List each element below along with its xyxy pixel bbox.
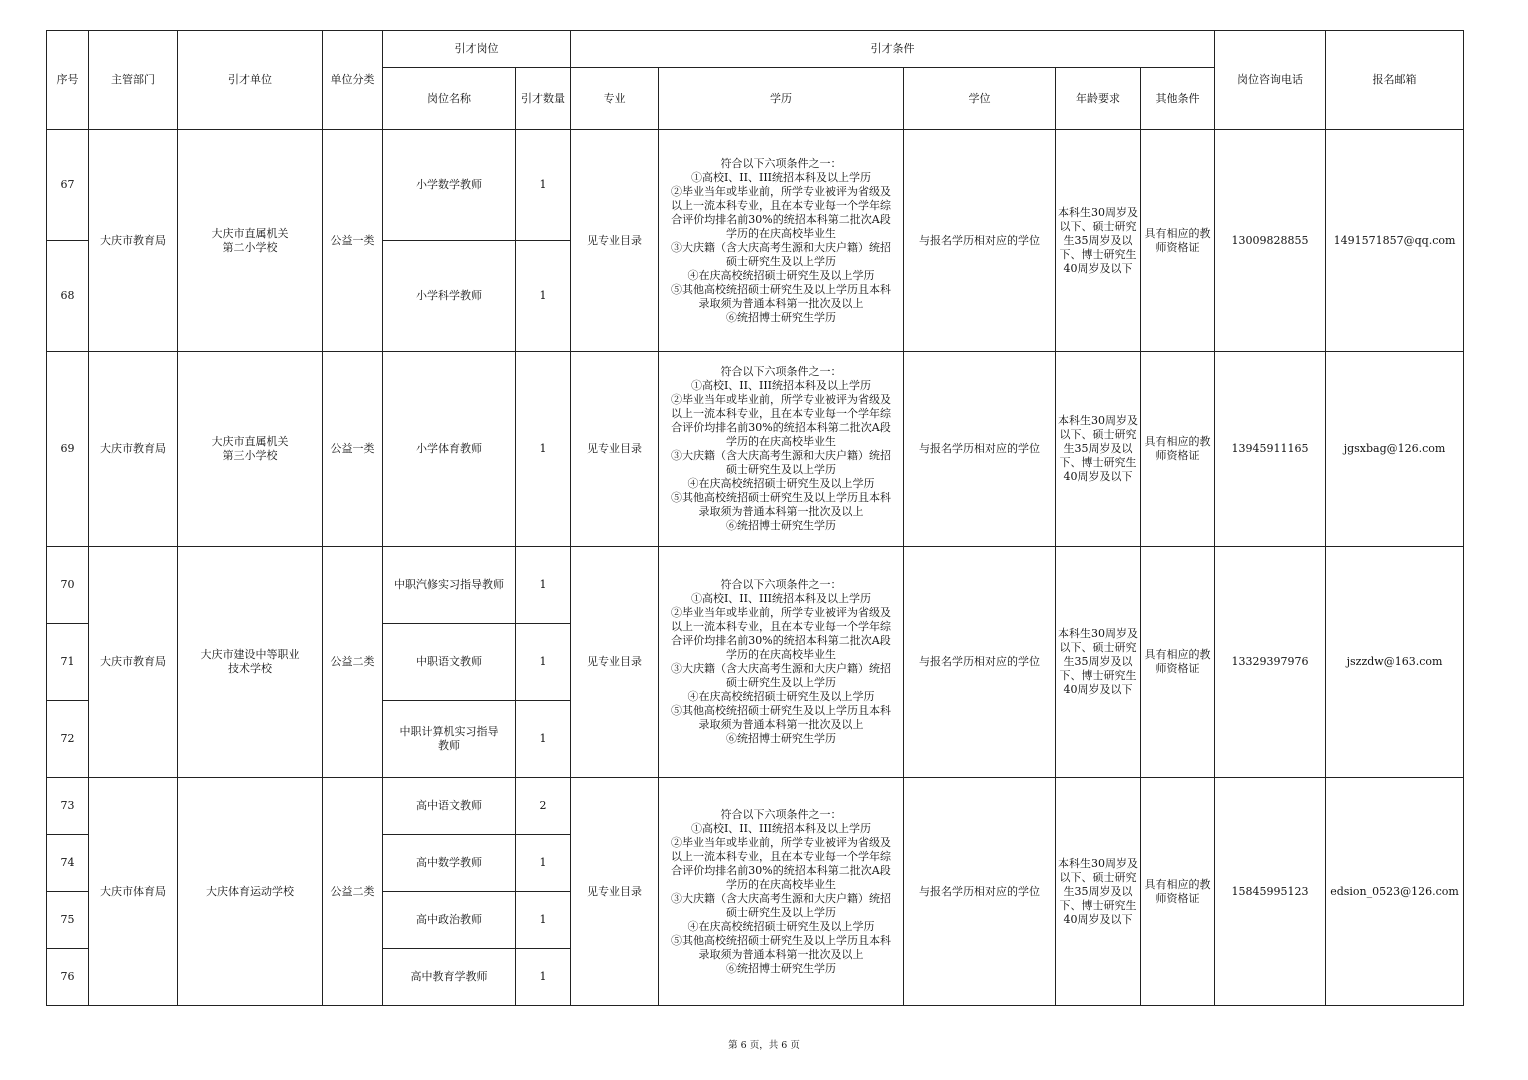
edu-line: 合评价均排名前30%的统招本科第二批次A段: [671, 421, 891, 434]
header-dept: 主管部门: [89, 31, 178, 130]
edu-line: 合评价均排名前30%的统招本科第二批次A段: [671, 212, 891, 226]
edu-line: 录取须为普通本科第一批次及以上: [698, 718, 864, 731]
category-cell: 公益二类: [323, 547, 383, 778]
edu-line: ⑥统招博士研究生学历: [726, 961, 836, 975]
header-category: 单位分类: [323, 31, 383, 130]
edu-line: ②毕业当年或毕业前，所学专业被评为省级及: [671, 393, 891, 406]
edu-line: 以上一流本科专业，且在本专业每一个学年综: [671, 407, 891, 420]
education-cell: [659, 352, 904, 547]
edu-line: 硕士研究生及以上学历: [726, 676, 836, 689]
seq-cell: 71: [47, 624, 89, 701]
seq-cell: 74: [47, 835, 89, 892]
quantity-cell: 1: [516, 352, 571, 547]
header-unit: 引才单位: [178, 31, 323, 130]
edu-line: ④在庆高校统招硕士研究生及以上学历: [687, 477, 875, 490]
edu-line: ③大庆籍（含大庆高考生源和大庆户籍）统招: [671, 240, 891, 254]
edu-line: 硕士研究生及以上学历: [726, 463, 836, 476]
edu-line: 学历的在庆高校毕业生: [726, 226, 836, 240]
phone-cell: 13945911165: [1215, 352, 1326, 547]
table-row: [47, 352, 1464, 547]
seq-cell: 75: [47, 892, 89, 949]
position-cell: 中职汽修实习指导教师: [383, 547, 516, 624]
dept-cell: 大庆市教育局: [89, 130, 178, 352]
major-cell: 见专业目录: [571, 130, 659, 352]
position-cell: 高中数学教师: [383, 835, 516, 892]
edu-line: ①高校I、II、III统招本科及以上学历: [690, 379, 872, 392]
header-conditions-group: 引才条件: [571, 31, 1215, 68]
header-seq: 序号: [47, 31, 89, 130]
table-row: [47, 130, 1464, 241]
major-cell: 见专业目录: [571, 778, 659, 1006]
table-row: [47, 547, 1464, 624]
edu-line: 符合以下六项条件之一：: [720, 365, 842, 378]
edu-line: 学历的在庆高校毕业生: [726, 435, 836, 448]
position-cell: 中职计算机实习指导 教师: [383, 701, 516, 778]
edu-line: ⑤其他高校统招硕士研究生及以上学历且本科: [671, 491, 891, 504]
edu-line: 符合以下六项条件之一：: [720, 578, 842, 591]
seq-cell: 67: [47, 130, 89, 241]
education-cell: [659, 547, 904, 778]
header-other: 其他条件: [1141, 68, 1215, 130]
dept-cell: 大庆市教育局: [89, 547, 178, 778]
edu-line: 合评价均排名前30%的统招本科第二批次A段: [671, 863, 891, 877]
email-cell: jszzdw@163.com: [1326, 547, 1464, 778]
seq-cell: 70: [47, 547, 89, 624]
edu-line: ①高校I、II、III统招本科及以上学历: [690, 170, 872, 184]
degree-cell: 与报名学历相对应的学位: [904, 547, 1056, 778]
category-cell: 公益二类: [323, 778, 383, 1006]
dept-cell: 大庆市教育局: [89, 352, 178, 547]
header-position-name: 岗位名称: [383, 68, 516, 130]
edu-line: 以上一流本科专业，且在本专业每一个学年综: [671, 620, 891, 633]
edu-line: 学历的在庆高校毕业生: [726, 877, 836, 891]
header-major: 专业: [571, 68, 659, 130]
header-degree: 学位: [904, 68, 1056, 130]
email-cell: jgsxbag@126.com: [1326, 352, 1464, 547]
position-cell: 高中政治教师: [383, 892, 516, 949]
degree-cell: 与报名学历相对应的学位: [904, 778, 1056, 1006]
degree-cell: 与报名学历相对应的学位: [904, 352, 1056, 547]
quantity-cell: 1: [516, 701, 571, 778]
edu-line: ⑥统招博士研究生学历: [726, 310, 836, 324]
edu-line: 录取须为普通本科第一批次及以上: [698, 505, 864, 518]
edu-line: ⑤其他高校统招硕士研究生及以上学历且本科: [671, 933, 891, 947]
edu-line: 以上一流本科专业，且在本专业每一个学年综: [671, 849, 891, 863]
position-cell: 高中语文教师: [383, 778, 516, 835]
quantity-cell: 1: [516, 241, 571, 352]
seq-cell: 72: [47, 701, 89, 778]
major-cell: 见专业目录: [571, 352, 659, 547]
seq-cell: 76: [47, 949, 89, 1006]
education-cell: [659, 778, 904, 1006]
edu-line: ③大庆籍（含大庆高考生源和大庆户籍）统招: [671, 449, 891, 462]
quantity-cell: 1: [516, 835, 571, 892]
quantity-cell: 1: [516, 130, 571, 241]
page-footer: 第 6 页，共 6 页: [728, 1040, 800, 1051]
other-cell: 具有相应的教师资格证: [1141, 352, 1215, 547]
unit-cell: 大庆市直属机关 第二小学校: [178, 130, 323, 352]
header-email: 报名邮箱: [1326, 31, 1464, 130]
edu-line: 以上一流本科专业，且在本专业每一个学年综: [671, 198, 891, 212]
unit-cell: 大庆市建设中等职业 技术学校: [178, 547, 323, 778]
age-cell: 本科生30周岁及以下、硕士研究生35周岁及以下、博士研究生40周岁及以下: [1056, 352, 1141, 547]
other-cell: 具有相应的教师资格证: [1141, 130, 1215, 352]
edu-line: 学历的在庆高校毕业生: [726, 648, 836, 661]
edu-line: 符合以下六项条件之一：: [720, 807, 842, 821]
table-row: [47, 778, 1464, 835]
phone-cell: 15845995123: [1215, 778, 1326, 1006]
edu-line: ⑤其他高校统招硕士研究生及以上学历且本科: [671, 282, 891, 296]
seq-cell: 68: [47, 241, 89, 352]
dept-cell: 大庆市体育局: [89, 778, 178, 1006]
edu-line: ④在庆高校统招硕士研究生及以上学历: [687, 268, 875, 282]
other-cell: 具有相应的教师资格证: [1141, 778, 1215, 1006]
position-cell: 小学数学教师: [383, 130, 516, 241]
major-cell: 见专业目录: [571, 547, 659, 778]
edu-line: ②毕业当年或毕业前，所学专业被评为省级及: [671, 184, 891, 198]
edu-line: ③大庆籍（含大庆高考生源和大庆户籍）统招: [671, 891, 891, 905]
edu-line: ④在庆高校统招硕士研究生及以上学历: [687, 690, 875, 703]
edu-line: ⑥统招博士研究生学历: [726, 519, 836, 532]
position-cell: 中职语文教师: [383, 624, 516, 701]
unit-cell: 大庆体育运动学校: [178, 778, 323, 1006]
header-positions-group: 引才岗位: [383, 31, 571, 68]
recruitment-table: [46, 30, 1464, 1006]
position-cell: 小学体育教师: [383, 352, 516, 547]
phone-cell: 13009828855: [1215, 130, 1326, 352]
edu-line: 硕士研究生及以上学历: [726, 905, 836, 919]
edu-line: ②毕业当年或毕业前，所学专业被评为省级及: [671, 835, 891, 849]
email-cell: edsion_0523@126.com: [1326, 778, 1464, 1006]
age-cell: 本科生30周岁及以下、硕士研究生35周岁及以下、博士研究生40周岁及以下: [1056, 547, 1141, 778]
edu-line: 硕士研究生及以上学历: [726, 254, 836, 268]
category-cell: 公益一类: [323, 130, 383, 352]
quantity-cell: 1: [516, 892, 571, 949]
quantity-cell: 1: [516, 624, 571, 701]
age-cell: 本科生30周岁及以下、硕士研究生35周岁及以下、博士研究生40周岁及以下: [1056, 778, 1141, 1006]
edu-line: ①高校I、II、III统招本科及以上学历: [690, 821, 872, 835]
header-phone: 岗位咨询电话: [1215, 31, 1326, 130]
degree-cell: 与报名学历相对应的学位: [904, 130, 1056, 352]
edu-line: 符合以下六项条件之一：: [720, 156, 842, 170]
email-cell: 1491571857@qq.com: [1326, 130, 1464, 352]
edu-line: ①高校I、II、III统招本科及以上学历: [690, 592, 872, 605]
category-cell: 公益一类: [323, 352, 383, 547]
other-cell: 具有相应的教师资格证: [1141, 547, 1215, 778]
seq-cell: 73: [47, 778, 89, 835]
unit-cell: 大庆市直属机关 第三小学校: [178, 352, 323, 547]
quantity-cell: 2: [516, 778, 571, 835]
phone-cell: 13329397976: [1215, 547, 1326, 778]
edu-line: 录取须为普通本科第一批次及以上: [698, 947, 864, 961]
quantity-cell: 1: [516, 949, 571, 1006]
edu-line: ④在庆高校统招硕士研究生及以上学历: [687, 919, 875, 933]
age-cell: 本科生30周岁及以下、硕士研究生35周岁及以下、博士研究生40周岁及以下: [1056, 130, 1141, 352]
position-cell: 小学科学教师: [383, 241, 516, 352]
position-cell: 高中教育学教师: [383, 949, 516, 1006]
header-quantity: 引才数量: [516, 68, 571, 130]
education-cell: [659, 130, 904, 352]
edu-line: ⑥统招博士研究生学历: [726, 732, 836, 745]
edu-line: 录取须为普通本科第一批次及以上: [698, 296, 864, 310]
seq-cell: 69: [47, 352, 89, 547]
edu-line: ③大庆籍（含大庆高考生源和大庆户籍）统招: [671, 662, 891, 675]
header-education: 学历: [659, 68, 904, 130]
edu-line: ②毕业当年或毕业前，所学专业被评为省级及: [671, 606, 891, 619]
edu-line: ⑤其他高校统招硕士研究生及以上学历且本科: [671, 704, 891, 717]
quantity-cell: 1: [516, 547, 571, 624]
edu-line: 合评价均排名前30%的统招本科第二批次A段: [671, 634, 891, 647]
header-age: 年龄要求: [1056, 68, 1141, 130]
